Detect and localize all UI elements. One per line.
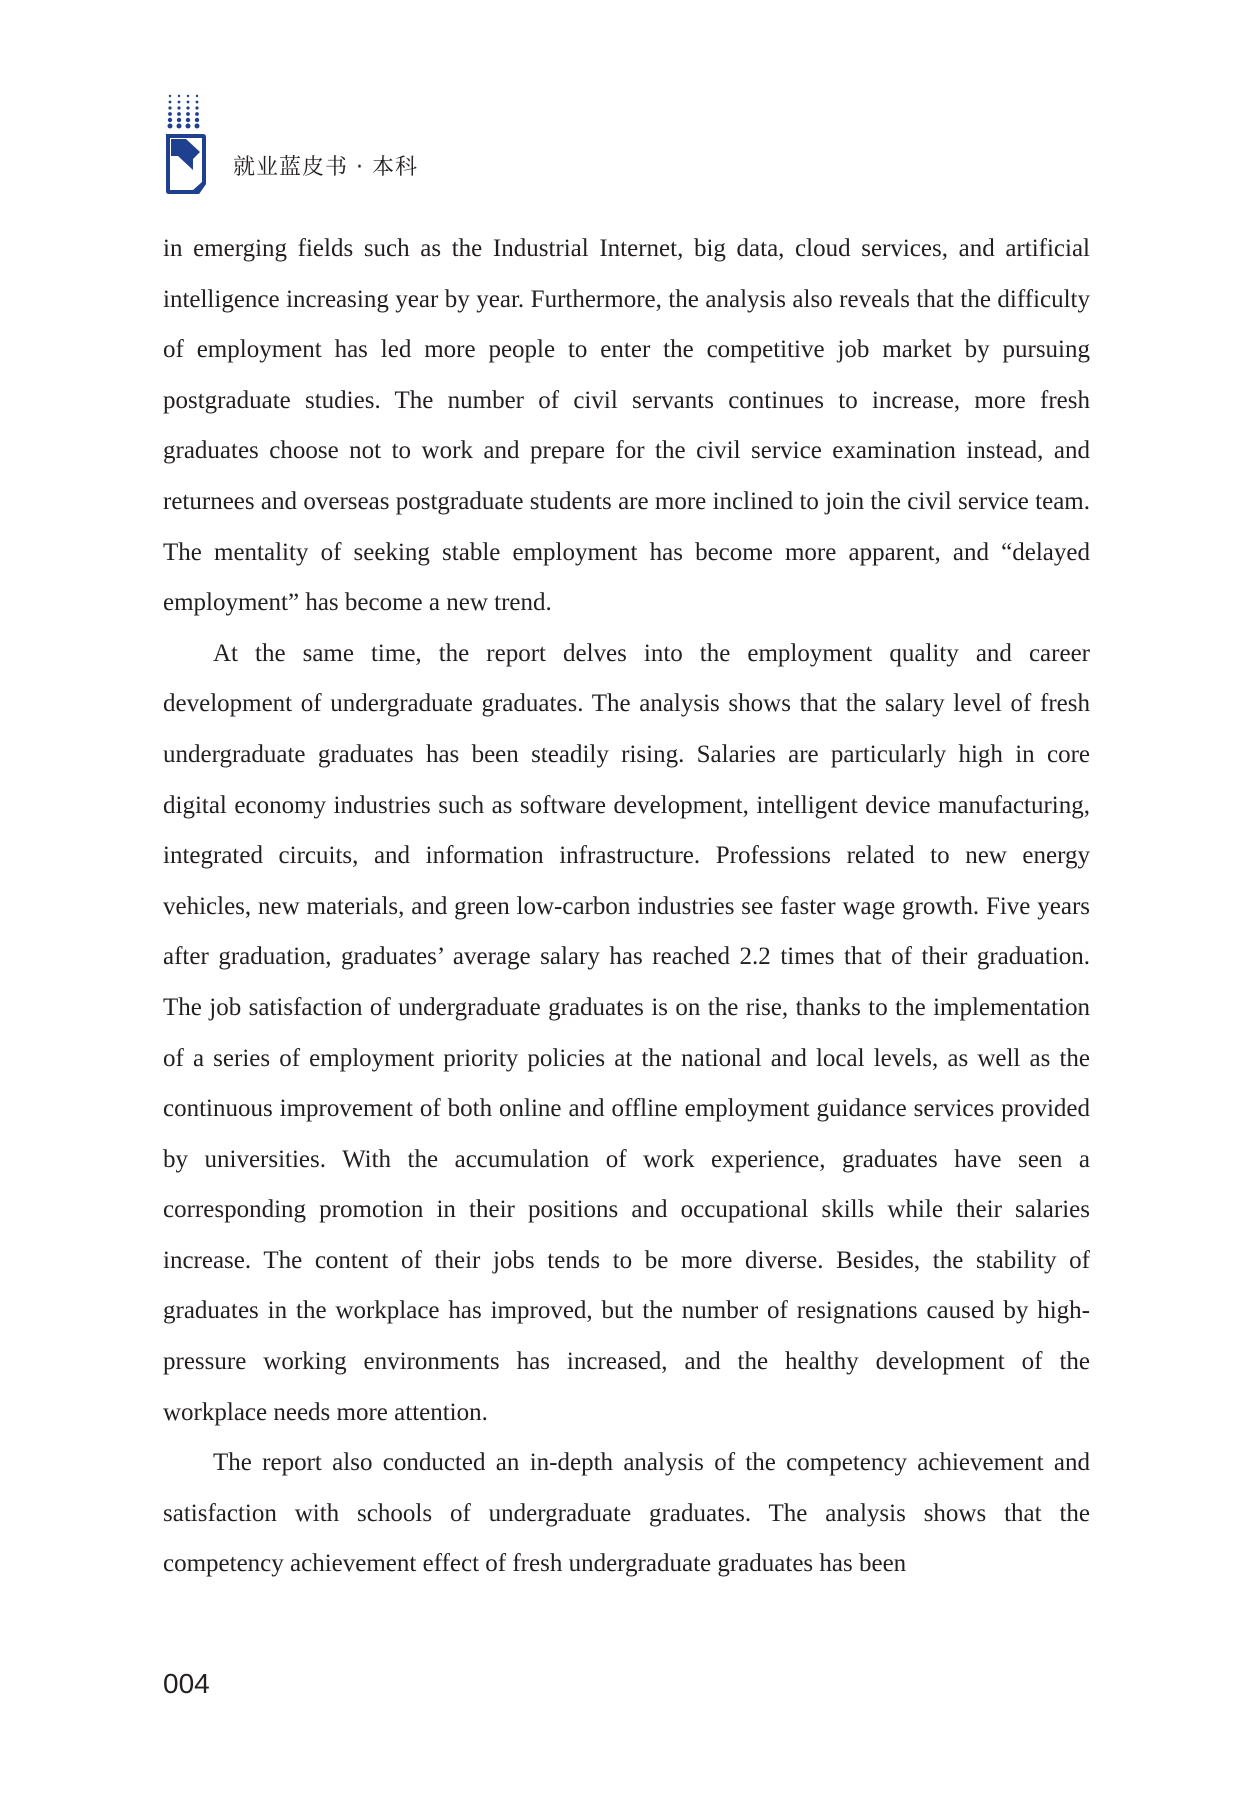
body-text bbox=[163, 224, 1090, 1590]
book-logo-icon bbox=[163, 90, 213, 202]
series-title: 就业蓝皮书 · 本科 bbox=[233, 155, 418, 180]
paragraph-1: in emerging fields such as the Industrial Internet, big data, cloud services, and artificial intelligence increasing year by year. Furthermore, the analysis also reveals that the difficulty of employment has led more people to enter the competitive job market by pursuing postgraduate studies. The number of civil servants continues to increase, more fresh graduates choose not to work and prepare for the civil service examination instead, and returnees and overseas postgraduate students are more inclined to join the civil service team. The mentality of seeking stable employment has become more apparent, and “delayed employment” has become a new trend. bbox=[163, 235, 1090, 617]
page-header bbox=[163, 90, 663, 202]
paragraph-3: The report also conducted an in-depth analysis of the competency achievement and satisfaction with schools of undergraduate graduates. The analysis shows that the competency achievement effect of fresh undergraduate graduates has been bbox=[163, 1449, 1090, 1578]
page-number: 004 bbox=[163, 1668, 210, 1699]
paragraph-2: At the same time, the report delves into the employment quality and career development of undergraduate graduates. The analysis shows that the salary level of fresh undergraduate graduates has been steadily rising. Salaries are particularly high in core digital economy industries such as software development, intelligent device manufacturing, integrated circuits, and information infrastructure. Professions related to new energy vehicles, new materials, and green low-carbon industries see faster wage growth. Five years after graduation, graduates’ average salary has reached 2.2 times that of their graduation. The job satisfaction of undergraduate graduates is on the rise, thanks to the implementation of a series of employment priority policies at the national and local levels, as well as the continuous improvement of both online and offline employment guidance services provided by universities. With the accumulation of work experience, graduates have seen a corresponding promotion in their positions and occupational skills while their salaries increase. The content of their jobs tends to be more diverse. Besides, the stability of graduates in the workplace has improved, but the number of resignations caused by high-pressure working environments has increased, and the healthy development of the workplace needs more attention. bbox=[163, 639, 1090, 1426]
